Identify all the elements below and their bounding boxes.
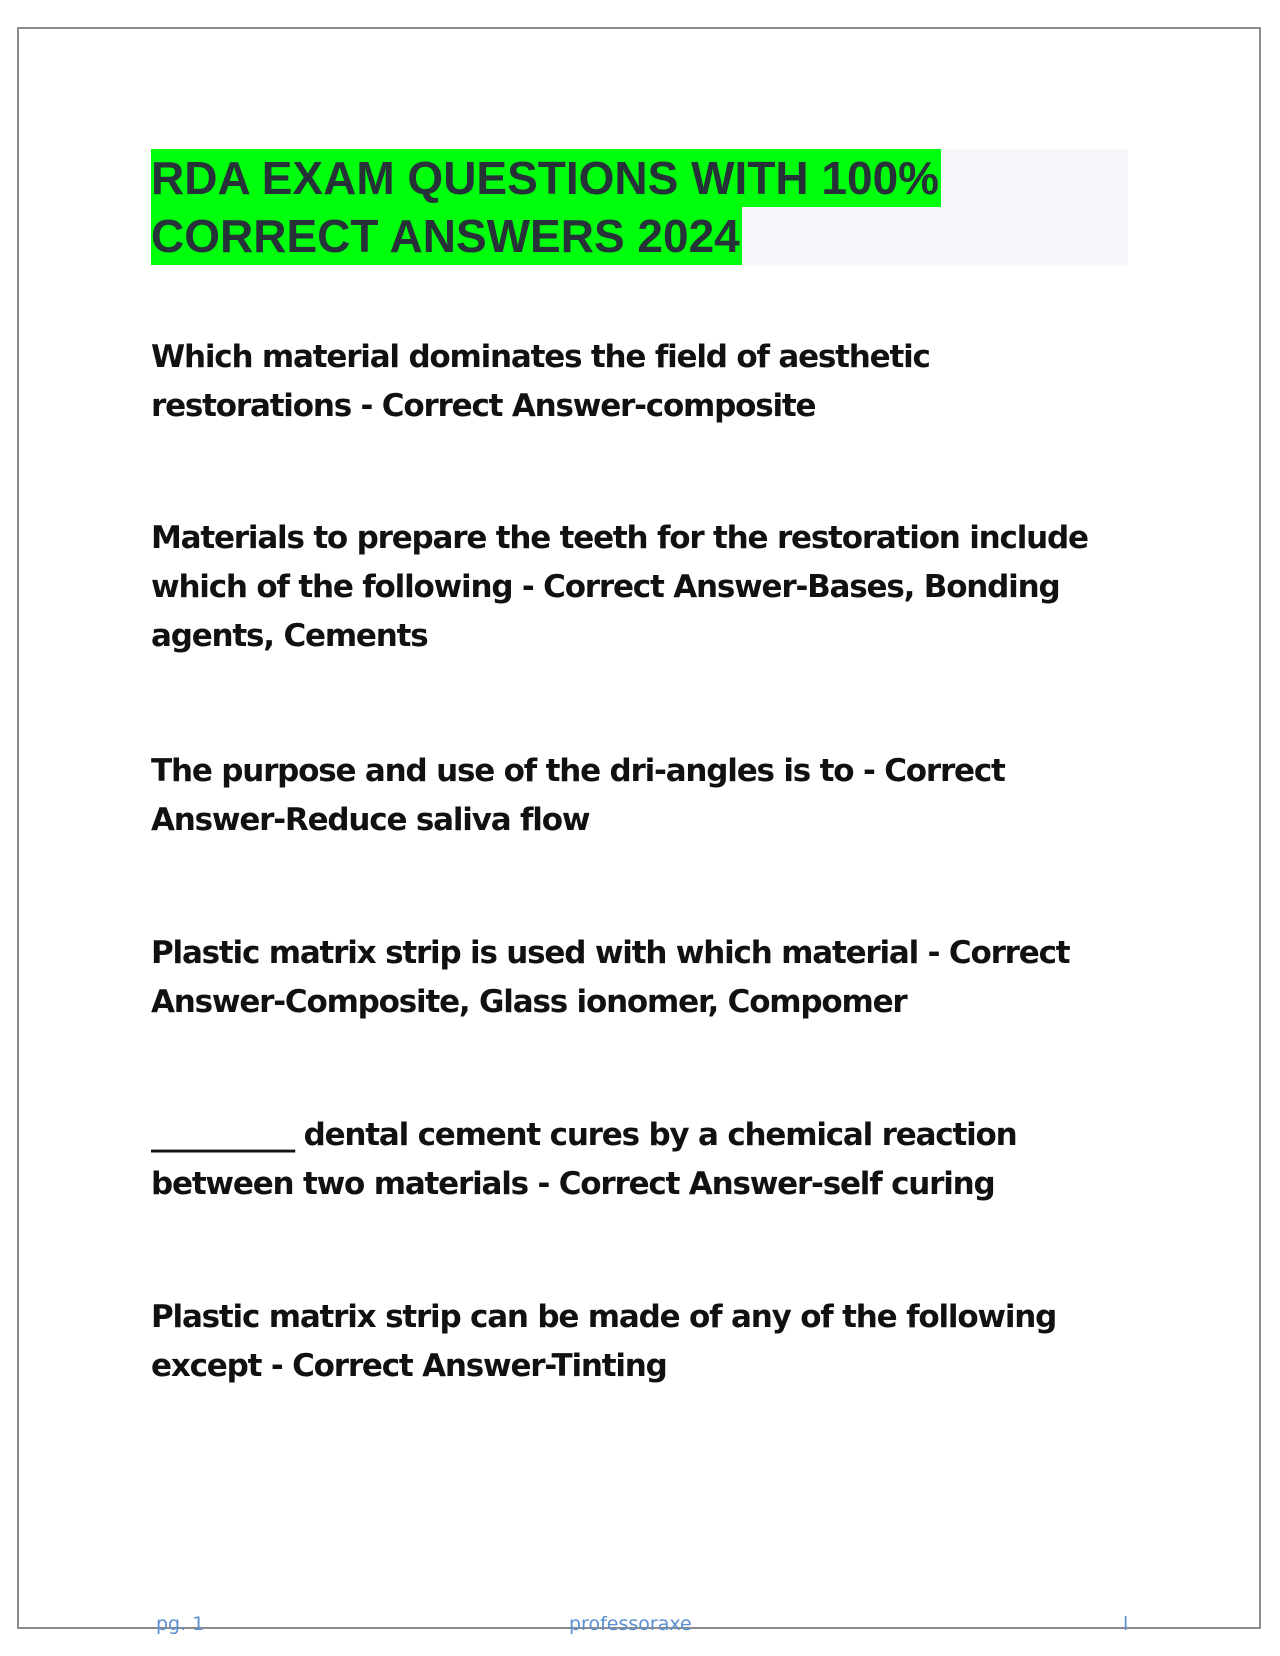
qa-item-6: Plastic matrix strip can be made of any of the following except - Correct Answer-Tinting: [151, 1299, 1057, 1384]
title-line-2: CORRECT ANSWERS 2024: [151, 207, 742, 265]
document-title: [151, 149, 1128, 266]
qa-item-1: Which material dominates the field of aesthetic restorations - Correct Answer-composite: [151, 339, 930, 424]
footer-page-number: pg. 1: [156, 1613, 205, 1635]
qa-item-5: __________ dental cement cures by a chemical reaction between two materials - Correct Answer-self curing: [151, 1117, 1017, 1202]
qa-item-3: The purpose and use of the dri-angles is to - Correct Answer-Reduce saliva flow: [151, 753, 1005, 838]
qa-item-2: Materials to prepare the teeth for the restoration include which of the following - Correct Answer-Bases, Bonding agents, Cements: [151, 520, 1088, 654]
footer-mark: l: [1123, 1613, 1129, 1635]
qa-item-4: Plastic matrix strip is used with which material - Correct Answer-Composite, Glass ionomer, Compomer: [151, 935, 1070, 1020]
footer-author: professoraxe: [569, 1613, 692, 1635]
title-line-1: RDA EXAM QUESTIONS WITH 100%: [151, 149, 941, 207]
